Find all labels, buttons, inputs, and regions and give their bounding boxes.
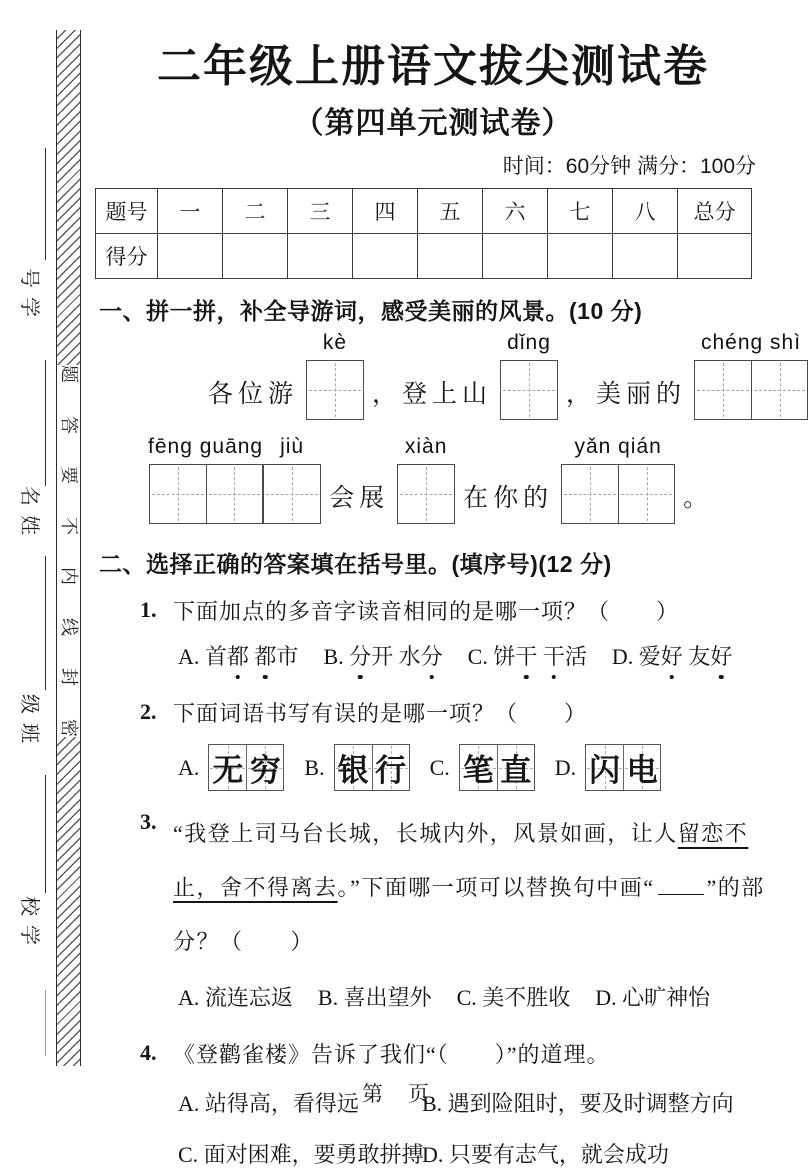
question-2 bbox=[95, 697, 775, 791]
writing-grid-cell bbox=[501, 361, 557, 419]
emphasis-dot-char: 好 bbox=[710, 640, 732, 671]
options-row bbox=[178, 744, 775, 791]
section1-heading: 一、拼一拼，补全导游词，感受美丽的风景。(10 分) bbox=[99, 298, 643, 324]
handwritten-char-cell bbox=[586, 745, 623, 790]
page-number-footer: 第 页 bbox=[362, 1083, 431, 1106]
option-label: B. bbox=[304, 754, 325, 780]
field-blank-line bbox=[45, 556, 46, 690]
answer-option bbox=[430, 744, 535, 791]
handwritten-char: 笔 bbox=[462, 753, 494, 788]
answer-option: D. 只要有志气，就会成功 bbox=[422, 1141, 669, 1167]
fill-context-text: 。 bbox=[683, 485, 714, 512]
field-label-char: 姓 bbox=[18, 515, 40, 535]
answer-option bbox=[178, 744, 284, 791]
seal-margin-strip bbox=[0, 0, 95, 1122]
field-blank-line bbox=[45, 148, 46, 260]
score-cell-empty bbox=[223, 234, 288, 279]
question-text: 下面加点的多音字读音相同的是哪一项？（ ） bbox=[173, 599, 680, 624]
pinyin-label: chéng shì bbox=[701, 331, 802, 354]
handwritten-char-cell bbox=[623, 745, 660, 790]
pinyin-label: yǎn qián bbox=[574, 435, 662, 458]
score-cell-empty bbox=[678, 234, 752, 279]
writing-grid-cell bbox=[264, 465, 320, 523]
handwritten-word-box bbox=[585, 744, 661, 791]
handwritten-word-box bbox=[459, 744, 535, 791]
score-cell-empty bbox=[613, 234, 678, 279]
question-text: 《登鹳雀楼》告诉了我们“（ ）”的道理。 bbox=[173, 1041, 610, 1067]
option-label: C. bbox=[429, 754, 450, 780]
section2-heading: 二、选择正确的答案填在括号里。(填序号)(12 分) bbox=[99, 551, 612, 577]
answer-option: C. 饼干 干活 bbox=[468, 640, 587, 671]
handwritten-char: 无 bbox=[212, 753, 244, 788]
score-table-header-cell: 一 bbox=[158, 189, 223, 234]
character-writing-box bbox=[397, 464, 455, 524]
handwritten-char-cell bbox=[497, 745, 534, 790]
character-writing-box bbox=[561, 464, 675, 524]
handwritten-char: 电 bbox=[626, 753, 658, 788]
answer-option: B. 遇到险阻时，要及时调整方向 bbox=[422, 1090, 734, 1116]
fill-context-text: 会展 bbox=[329, 485, 390, 512]
score-cell-empty bbox=[353, 234, 418, 279]
pinyin-fill-row bbox=[148, 434, 771, 524]
field-label-char: 学 bbox=[18, 925, 40, 945]
score-cell-empty bbox=[288, 234, 353, 279]
seal-char: 答 bbox=[58, 415, 79, 434]
score-table-score-row bbox=[96, 234, 752, 279]
handwritten-word-box bbox=[208, 744, 284, 791]
answer-option: B. 分开 水分 bbox=[323, 640, 442, 671]
score-table-header-cell: 七 bbox=[548, 189, 613, 234]
handwritten-char: 闪 bbox=[589, 753, 621, 788]
page-subtitle: （第四单元测试卷） bbox=[293, 107, 573, 140]
score-row-label: 得分 bbox=[96, 234, 158, 279]
page-title: 二年级上册语文拔尖测试卷 bbox=[157, 42, 709, 91]
fill-context-text: 各位游 bbox=[208, 381, 299, 408]
answer-option: D. 心旷神怡 bbox=[595, 984, 711, 1010]
writing-grid-cell bbox=[150, 465, 206, 523]
score-cell-empty bbox=[483, 234, 548, 279]
score-table-body bbox=[96, 189, 752, 279]
seal-char: 封 bbox=[58, 668, 79, 687]
fill-context-text: 在你的 bbox=[463, 485, 554, 512]
score-table-header-cell: 六 bbox=[483, 189, 548, 234]
handwritten-char: 直 bbox=[500, 753, 532, 788]
question-text: “我登上司马台长城，长城内外，风景如画，让人留恋不止，舍不得离去。”下面哪一项可以替换句中画“ ”的部分？（ ） bbox=[173, 821, 765, 954]
handwritten-char-cell bbox=[209, 745, 246, 790]
score-table-header-cell: 题号 bbox=[96, 189, 158, 234]
answer-option: D. 爱好 友好 bbox=[612, 640, 732, 671]
hatch-pattern-top bbox=[57, 30, 80, 365]
handwritten-char: 穷 bbox=[249, 753, 281, 788]
handwritten-char: 行 bbox=[375, 753, 407, 788]
hatch-pattern-bottom bbox=[57, 737, 80, 1066]
underlined-text: 留恋不止，舍不得离去 bbox=[173, 821, 749, 900]
field-label-char: 级 bbox=[18, 694, 40, 714]
answer-option: A. 站得高，看得远 bbox=[178, 1090, 359, 1116]
emphasis-dot-char: 分 bbox=[421, 640, 443, 671]
score-table-header-cell: 八 bbox=[613, 189, 678, 234]
score-cell-empty bbox=[158, 234, 223, 279]
score-table-header-cell: 三 bbox=[288, 189, 353, 234]
answer-option: A. 流连忘返 bbox=[178, 984, 293, 1010]
field-blank-line bbox=[45, 775, 46, 893]
seal-hatch-band bbox=[56, 30, 81, 1066]
answer-option: C. 面对困难，要勇敢拼搏 bbox=[178, 1141, 424, 1167]
time-score-info: 时间：60分钟 满分：100分 bbox=[502, 155, 756, 178]
pinyin-label: fēng guāng bbox=[148, 435, 264, 458]
writing-grid-cell bbox=[307, 361, 363, 419]
main-content bbox=[95, 0, 802, 1169]
pinyin-box-item bbox=[306, 330, 364, 420]
score-table-header-cell: 五 bbox=[418, 189, 483, 234]
score-table-header-cell: 二 bbox=[223, 189, 288, 234]
option-label: A. bbox=[178, 754, 200, 780]
seal-char: 要 bbox=[58, 466, 79, 485]
character-writing-box bbox=[263, 464, 321, 524]
field-label-char: 号 bbox=[18, 268, 40, 288]
field-label bbox=[16, 268, 42, 317]
question-number: 4. bbox=[140, 1039, 157, 1065]
handwritten-char-cell bbox=[460, 745, 497, 790]
section1-body bbox=[95, 330, 802, 524]
answer-option: A. 首都 都市 bbox=[178, 640, 298, 671]
handwritten-word-box bbox=[334, 744, 410, 791]
writing-grid-cell bbox=[562, 465, 618, 523]
writing-grid-cell bbox=[695, 361, 751, 419]
pinyin-box-item bbox=[500, 330, 558, 420]
handwritten-char-cell bbox=[372, 745, 409, 790]
score-cell-empty bbox=[418, 234, 483, 279]
score-cell-empty bbox=[548, 234, 613, 279]
options-row bbox=[178, 640, 775, 681]
emphasis-dot-char: 好 bbox=[661, 640, 683, 671]
pinyin-label: kè bbox=[322, 331, 348, 354]
field-label-char: 校 bbox=[18, 896, 40, 916]
emphasis-dot-char: 都 bbox=[254, 640, 276, 671]
emphasis-dot-char: 干 bbox=[515, 640, 537, 671]
field-label-char: 学 bbox=[18, 297, 40, 317]
seal-char: 内 bbox=[58, 567, 79, 586]
field-blank-line bbox=[45, 360, 46, 486]
pinyin-label: xiàn bbox=[404, 435, 448, 458]
answer-option bbox=[555, 744, 661, 791]
pinyin-box-item bbox=[561, 434, 675, 524]
answer-option: C. 美不胜收 bbox=[456, 984, 571, 1010]
score-table-header-cell: 四 bbox=[353, 189, 418, 234]
writing-grid-cell bbox=[206, 465, 262, 523]
character-writing-box bbox=[149, 464, 263, 524]
emphasis-dot-char: 分 bbox=[349, 640, 371, 671]
field-label bbox=[16, 896, 42, 945]
fill-context-text: ，登上山 bbox=[372, 381, 493, 408]
seal-char: 线 bbox=[58, 617, 79, 636]
field-label bbox=[16, 486, 42, 535]
pinyin-box-item bbox=[694, 330, 808, 420]
writing-grid-cell bbox=[398, 465, 454, 523]
question-3 bbox=[95, 807, 775, 1022]
pinyin-label: dǐng bbox=[507, 331, 551, 354]
option-label: D. bbox=[554, 754, 577, 780]
emphasis-dot-char: 都 bbox=[227, 640, 249, 671]
character-writing-box bbox=[500, 360, 558, 420]
answer-option: B. 喜出望外 bbox=[317, 984, 432, 1010]
field-label bbox=[16, 694, 42, 743]
field-label-char: 名 bbox=[18, 486, 40, 506]
question-1 bbox=[95, 595, 775, 681]
question-number: 3. bbox=[140, 809, 157, 834]
pinyin-fill-row bbox=[200, 330, 802, 420]
pinyin-box-item bbox=[397, 434, 455, 524]
handwritten-char: 银 bbox=[337, 753, 369, 788]
handwritten-char-cell bbox=[246, 745, 283, 790]
writing-grid-cell bbox=[618, 465, 674, 523]
seal-char: 题 bbox=[58, 365, 79, 383]
question-number: 1. bbox=[140, 597, 157, 622]
handwritten-char-cell bbox=[335, 745, 372, 790]
answer-option bbox=[304, 744, 409, 791]
emphasis-dot-char: 干 bbox=[543, 640, 565, 671]
question-number: 2. bbox=[140, 699, 157, 724]
pinyin-box-item bbox=[263, 434, 321, 524]
writing-grid-cell bbox=[751, 361, 807, 419]
character-writing-box bbox=[306, 360, 364, 420]
options-row bbox=[178, 981, 775, 1022]
score-table-header-cell: 总分 bbox=[678, 189, 752, 234]
score-table bbox=[95, 188, 752, 279]
field-blank-line bbox=[45, 990, 46, 1056]
fill-context-text: ，美丽的 bbox=[566, 381, 687, 408]
question-text: 下面词语书写有误的是哪一项？（ ） bbox=[173, 701, 588, 726]
score-table-header-row bbox=[96, 189, 752, 234]
pinyin-box-item bbox=[148, 434, 263, 524]
character-writing-box bbox=[694, 360, 808, 420]
seal-char: 密 bbox=[58, 718, 79, 737]
field-label-char: 班 bbox=[18, 723, 40, 743]
answer-blank-line bbox=[658, 874, 704, 895]
pinyin-label: jiù bbox=[280, 435, 305, 458]
seal-text bbox=[57, 365, 80, 737]
seal-char: 不 bbox=[58, 516, 79, 535]
